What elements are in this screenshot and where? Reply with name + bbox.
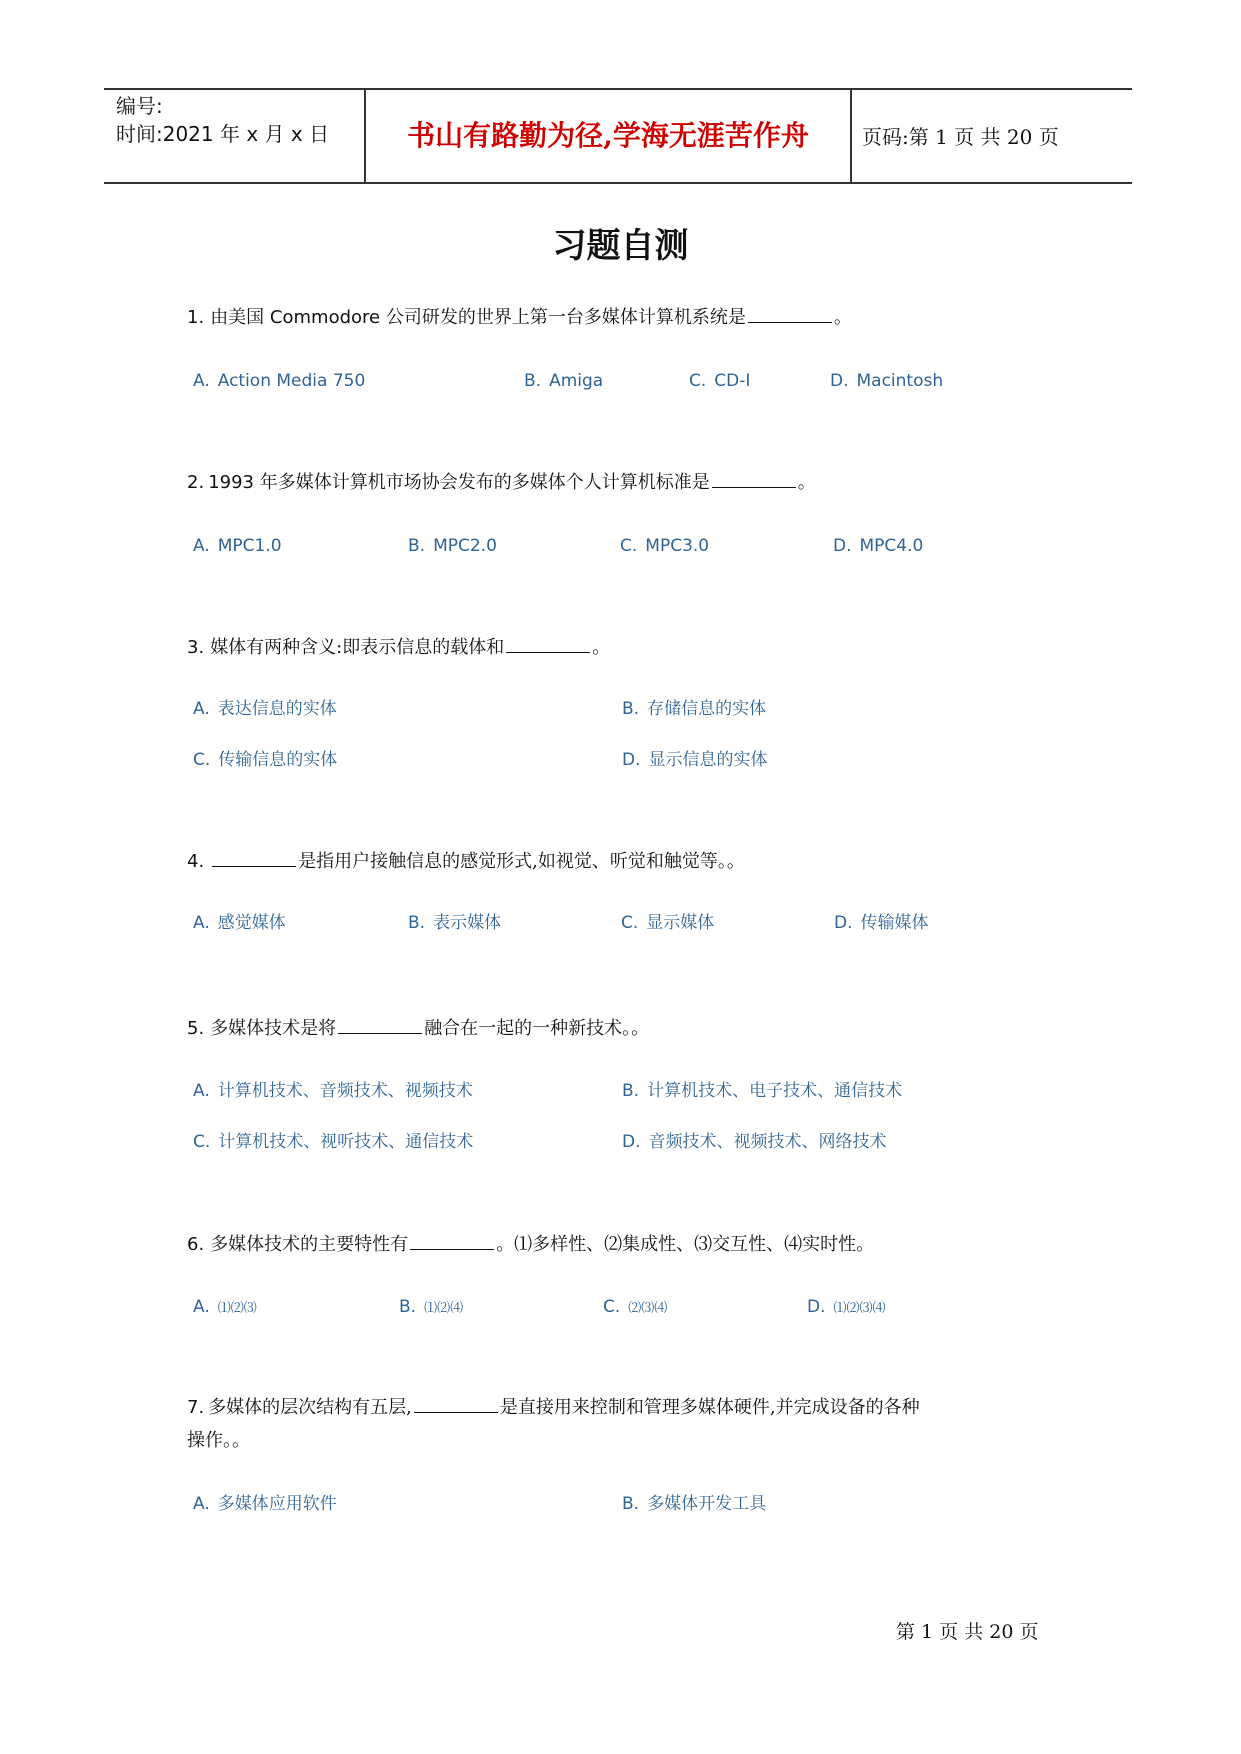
header-divider	[850, 90, 852, 182]
header-page-info: 页码:第 1 页 共 20 页	[862, 125, 1059, 149]
stem-text: 是指用户接触信息的感觉形式,如视觉、听觉和触觉等。。	[298, 851, 745, 872]
option-letter: B.	[622, 699, 640, 719]
question-number: 3.	[187, 637, 205, 658]
question-stem	[187, 631, 947, 664]
question-number: 4.	[187, 851, 205, 872]
header-motto: 书山有路勤为径,学海无涯苦作舟	[407, 119, 809, 152]
option-b	[408, 911, 501, 935]
option-c	[620, 534, 709, 558]
option-letter: D.	[830, 371, 849, 391]
answer-blank	[338, 1013, 422, 1034]
option-letter: C.	[603, 1297, 621, 1317]
stem-text: Commodore	[269, 307, 381, 328]
header-meta	[116, 92, 329, 148]
option-letter: A.	[193, 536, 210, 556]
option-b	[622, 697, 766, 721]
option-text: 存储信息的实体	[647, 699, 767, 719]
option-letter: C.	[689, 371, 707, 391]
option-c	[193, 748, 337, 772]
stem-text: 融合在一起的一种新技术。。	[424, 1018, 650, 1039]
option-b	[622, 1492, 766, 1516]
option-c	[193, 1130, 473, 1154]
option-letter: D.	[807, 1297, 826, 1317]
option-a	[193, 534, 282, 558]
option-letter: B.	[524, 371, 542, 391]
option-a	[193, 911, 286, 935]
option-text: ⑴⑵⑶⑷	[833, 1301, 886, 1316]
option-b	[524, 369, 603, 393]
question-stem	[187, 845, 947, 878]
option-c	[621, 911, 714, 935]
option-c	[689, 369, 750, 393]
option-d	[830, 369, 943, 393]
stem-text: 多媒体技术是将	[210, 1018, 337, 1039]
option-b	[622, 1079, 902, 1103]
option-letter: A.	[193, 699, 210, 719]
option-letter: B.	[622, 1081, 640, 1101]
answer-blank	[712, 467, 796, 488]
option-letter: A.	[193, 1081, 210, 1101]
option-text: MPC3.0	[645, 536, 710, 556]
option-text: 音频技术、视频技术、网络技术	[648, 1132, 887, 1152]
option-letter: A.	[193, 371, 210, 391]
option-letter: C.	[193, 750, 211, 770]
option-text: 显示媒体	[646, 913, 715, 933]
option-a	[193, 1492, 337, 1516]
option-letter: B.	[408, 536, 426, 556]
question-number: 6.	[187, 1234, 205, 1255]
question-stem	[187, 1391, 927, 1457]
stem-text: 多媒体技术的主要特性有	[210, 1234, 409, 1255]
option-letter: A.	[193, 913, 210, 933]
stem-text: 。	[592, 637, 611, 658]
stem-text: 多媒体的层次结构有五层,	[208, 1397, 412, 1418]
option-letter: B.	[408, 913, 426, 933]
option-letter: D.	[834, 913, 853, 933]
stem-text: 年多媒体计算机市场协会发布的多媒体个人计算机标准是	[254, 472, 710, 493]
option-text: ⑵⑶⑷	[628, 1301, 668, 1316]
answer-blank	[410, 1229, 494, 1250]
option-b	[399, 1295, 463, 1321]
option-letter: D.	[833, 536, 852, 556]
option-letter: B.	[622, 1494, 640, 1514]
stem-text: 由美国	[210, 307, 270, 328]
option-text: MPC1.0	[217, 536, 282, 556]
option-text: 多媒体应用软件	[217, 1494, 337, 1514]
option-d	[622, 748, 768, 772]
stem-text: 。⑴多样性、⑵集成性、⑶交互性、⑷实时性。	[496, 1234, 875, 1255]
option-a	[193, 1295, 257, 1321]
option-d	[622, 1130, 887, 1154]
option-text: 表达信息的实体	[217, 699, 337, 719]
option-text: ⑴⑵⑶	[217, 1301, 257, 1316]
question-number: 5.	[187, 1018, 205, 1039]
header-id-label: 编号:	[116, 94, 163, 118]
option-text: 计算机技术、视听技术、通信技术	[218, 1132, 474, 1152]
option-text: ⑴⑵⑷	[424, 1301, 464, 1316]
stem-text: 。	[797, 472, 816, 493]
question-number: 1.	[187, 307, 205, 328]
stem-text: 媒体有两种含义:即表示信息的载体和	[210, 637, 505, 658]
stem-text: 公司研发的世界上第一台多媒体计算机系统是	[380, 307, 746, 328]
question-stem	[187, 1012, 947, 1045]
option-d	[834, 911, 929, 935]
option-text: MPC2.0	[433, 536, 497, 556]
option-text: Macintosh	[856, 371, 944, 391]
question-stem	[187, 466, 947, 499]
option-text: Amiga	[549, 371, 604, 391]
option-text: CD-I	[714, 371, 751, 391]
option-text: 感觉媒体	[217, 913, 286, 933]
option-d	[833, 534, 923, 558]
option-letter: D.	[622, 750, 641, 770]
header-time-label: 时间:2021 年 x 月 x 日	[116, 122, 330, 146]
option-a	[193, 697, 337, 721]
stem-text: 。	[833, 307, 852, 328]
stem-text: 1993	[208, 472, 254, 493]
option-text: 计算机技术、音频技术、视频技术	[217, 1081, 473, 1101]
page-title: 习题自测	[552, 226, 689, 266]
question-stem	[187, 301, 947, 334]
option-letter: D.	[622, 1132, 641, 1152]
option-letter: C.	[193, 1132, 211, 1152]
option-a	[193, 369, 365, 393]
option-text: 显示信息的实体	[648, 750, 768, 770]
option-d	[807, 1295, 886, 1321]
answer-blank	[748, 302, 832, 323]
document-header	[104, 88, 1132, 184]
answer-blank	[506, 632, 590, 653]
question-number: 2.	[187, 472, 205, 493]
option-letter: A.	[193, 1297, 210, 1317]
option-text: MPC4.0	[859, 536, 924, 556]
option-text: 传输媒体	[860, 913, 929, 933]
option-text: 计算机技术、电子技术、通信技术	[647, 1081, 903, 1101]
option-a	[193, 1079, 473, 1103]
page-footer: 第 1 页 共 20 页	[896, 1621, 1039, 1643]
option-b	[408, 534, 497, 558]
option-text: 传输信息的实体	[218, 750, 338, 770]
option-letter: C.	[621, 913, 639, 933]
option-letter: A.	[193, 1494, 210, 1514]
option-text: Action Media 750	[217, 371, 366, 391]
option-letter: B.	[399, 1297, 417, 1317]
stem-text: 是直接用来控制和管理多媒体硬件,并完成设备的各种操作。。	[187, 1397, 920, 1451]
option-text: 表示媒体	[433, 913, 502, 933]
answer-blank	[212, 846, 296, 867]
option-letter: C.	[620, 536, 638, 556]
question-stem	[187, 1228, 947, 1261]
option-text: 多媒体开发工具	[647, 1494, 767, 1514]
question-number: 7.	[187, 1397, 205, 1418]
option-c	[603, 1295, 667, 1321]
answer-blank	[414, 1392, 498, 1413]
